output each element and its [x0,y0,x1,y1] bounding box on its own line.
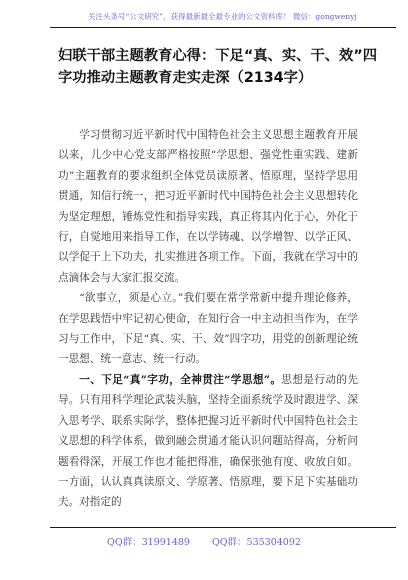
paragraph-quote: “欲事立，须是心立。”我们要在常学常新中提升理论修养，在学思践悟中牢记初心使命，在知行合一中主动担当作为，在学习与工作中，下足“真、实、干、效”四字功，用党的创新理论统一思想、统一意志、统一行动。 [58,292,358,366]
footer-qq-group-2: QQ群：535304092 [211,537,301,548]
header-banner: 关注头条号“公文研究”，获得最新最全最专业的公文资料库！ 微信：gongwenyj [88,12,357,21]
footer [0,534,408,548]
document-title: 妇联干部主题教育心得：下足“真、实、干、效”四字功推动主题教育走实走深（2134字） [58,48,378,86]
footer-qq-group-1: QQ群：31991489 [107,537,190,548]
footer-divider [50,527,396,528]
header-divider [50,27,396,28]
document-body [58,125,358,513]
section-one-text: 思想是行动的先导。只有用科学理论武装头脑，坚持全面系统学及时跟进学、深入思考学、联系实际学，整体把握习近平新时代中国特色社会主义思想的科学体系，做到融会贯通才能认识问题站得高，分析问题看得深，开展工作也才能把得准，确保张弛有度、收放自如。一方面，认认真真读原文、学原著、悟原理，要下足下实基础功夫。对指定的 [58,373,359,509]
paragraph-section-one [58,370,358,513]
section-one-heading: 一、下足“真”字功，全神贯注“学思想”。 [79,373,282,386]
paragraph-intro: 学习贯彻习近平新时代中国特色社会主义思想主题教育开展以来，儿少中心党支部严格按照“学思想、强党性重实践、建新功”主题教育的要求组织全体党员读原著、悟原理，坚持学思用贯通，知信行统一，把习近平新时代中国特色社会主义思想转化为坚定理想，锤炼党性和指导实践，真正将其内化于心，外化于行，自觉地用来指导工作，在以学铸魂、以学增智、以学正风、以学促干上下功夫，扎实推进各项工作。下面，我就在学习中的点滴体会与大家汇报交流。 [58,129,358,284]
